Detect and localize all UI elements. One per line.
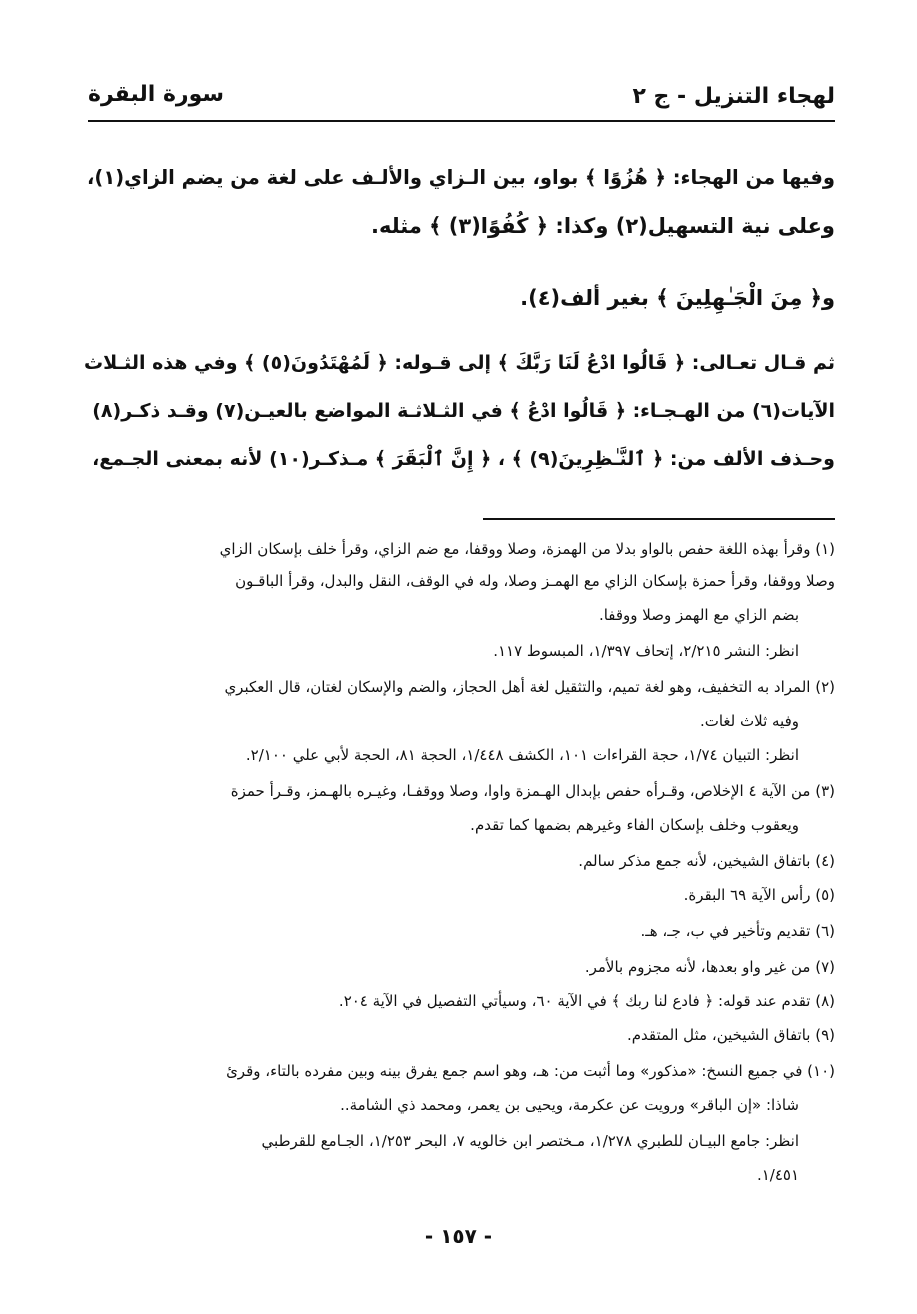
footnote-line: (٣) من الآية ٤ الإخلاص، وقـرأه حفص بإبدال الهـمزة واوا، وصلا ووقفـا، وغيـره بالهـمز، وقـرأ حمزة xyxy=(230,782,835,800)
body-line: وحـذف الألف من: ﴿ ٱلنَّـٰظِرِينَ(٩) ﴾ ، ﴿ إِنَّ ٱلْبَقَرَ ﴾ مـذكـر(١٠) لأنه بمعنى الجـمع، xyxy=(92,448,835,470)
body-line: وفيها من الهجاء: ﴿ هُزُوًا ﴾ بواو، بين الـزاي والألـف على لغة من يضم الزاي(١)، xyxy=(87,166,835,189)
footnote-line: (٨) تقدم عند قوله: ﴿ فادع لنا ربك ﴾ في الآية ٦٠، وسيأتي التفصيل في الآية ٢٠٤. xyxy=(338,992,835,1010)
body-line: وعلى نية التسهيل(٢) وكذا: ﴿ كُفُوًا(٣) ﴾ مثله. xyxy=(370,214,835,238)
footnote-line: ويعقوب وخلف بإسكان الفاء وغيرهم بضمها كما تقدم. xyxy=(470,816,799,834)
body-line: ثم قـال تعـالى: ﴿ قَالُوا ادْعُ لَنَا رَبَّكَ ﴾ إلى قـوله: ﴿ لَمُهْتَدُونَ(٥) ﴾ وفي هذه الثـلاث xyxy=(84,352,835,374)
footnote-line: (٤) باتفاق الشيخين، لأنه جمع مذكر سالم. xyxy=(578,852,835,870)
footnote-line: (١٠) في جميع النسخ: «مذكور» وما أثبت من: هـ، وهو اسم جمع يفرق بينه وبين مفرده بالتاء، وقرئ xyxy=(226,1062,835,1080)
footnote-line: (٥) رأس الآية ٦٩ البقرة. xyxy=(683,886,835,904)
footnote-line: انظر: جامع البيـان للطبري ١/٢٧٨، مـختصر ابن خالويه ٧، البحر ١/٢٥٣، الجـامع للقرطبي xyxy=(261,1132,799,1150)
footnote-line: بضم الزاي مع الهمز وصلا ووقفا. xyxy=(598,606,799,624)
footnote-line: (٢) المراد به التخفيف، وهو لغة تميم، والتثقيل لغة أهل الحجاز، والضم والإسكان لغتان، قال العكبري xyxy=(224,678,835,696)
footnote-line: (١) وقرأ بهذه اللغة حفص بالواو بدلا من الهمزة، وصلا ووقفا، مع ضم الزاي، وقرأ خلف بإسكان الزاي xyxy=(219,540,835,558)
body-line: الآيات(٦) من الهـجـاء: ﴿ قَالُوا ادْعُ ﴾ في الثـلاثـة المواضع بالعيـن(٧) وقـد ذكـر(٨) xyxy=(92,400,835,422)
footnote-line: (٧) من غير واو بعدها، لأنه مجزوم بالأمر. xyxy=(584,958,835,976)
running-header xyxy=(88,78,835,122)
footnote-line: (٦) تقديم وتأخير في ب، جـ، هـ. xyxy=(640,922,835,940)
page-number: - ١٥٧ - xyxy=(424,1224,493,1248)
footnote-line: وفيه ثلاث لغات. xyxy=(699,712,799,730)
body-line: و﴿ مِنَ الْجَـٰهِلِينَ ﴾ بغير ألف(٤). xyxy=(520,286,835,310)
footnote-line: ١/٤٥١. xyxy=(756,1166,799,1184)
footnote-line: وصلا ووقفا، وقرأ حمزة بإسكان الزاي مع الهمـز وصلا، وله في الوقف، النقل والبدل، وقرأ الباقـون xyxy=(235,572,835,590)
footnote-separator xyxy=(483,518,835,520)
footnote-line: شاذا: «إن الباقر» ورويت عن عكرمة، ويحيى بن يعمر، ومحمد ذي الشامة.. xyxy=(340,1096,799,1114)
footnote-line: انظر: النشر ٢/٢١٥، إتحاف ١/٣٩٧، المبسوط ١١٧. xyxy=(493,642,799,660)
footnote-line: انظر: التبيان ١/٧٤، حجة القراءات ١٠١، الكشف ١/٤٤٨، الحجة ٨١، الحجة لأبي علي ٢/١٠٠. xyxy=(245,746,799,764)
book-title-header: لهجاء التنزيل - ج ٢ xyxy=(632,84,835,109)
footnote-line: (٩) باتفاق الشيخين، مثل المتقدم. xyxy=(626,1026,835,1044)
surah-title-header: سورة البقرة xyxy=(88,82,225,107)
